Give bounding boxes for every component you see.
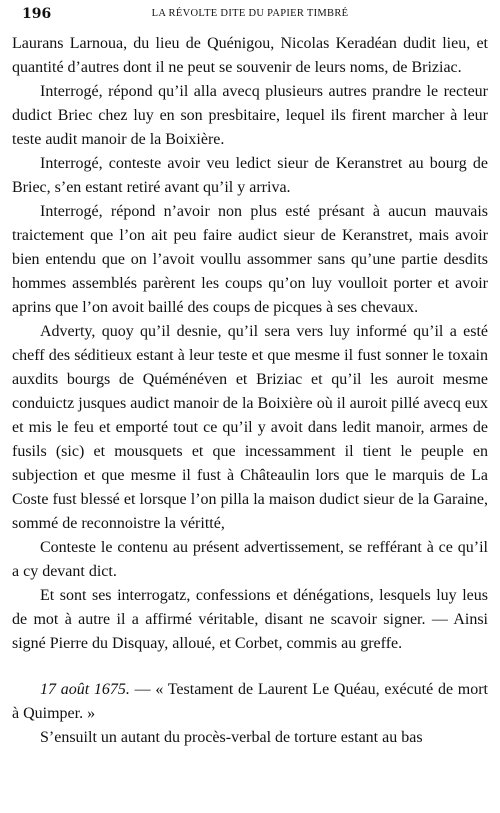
running-head <box>12 6 488 28</box>
paragraph: Et sont ses interrogatz, confessions et dénégations, lesquels luy leus de mot à autre il a affirmé véritable, disant ne scavoir signer. — Ainsi signé Pierre du Disquay, alloué, et Corbet, commis au greffe. <box>12 587 488 652</box>
paragraph: Laurans Larnoua, du lieu de Quénigou, Nicolas Keradéan dudit lieu, et quantité d’autres dont il ne peut se souvenir de leurs noms, de Briziac. <box>12 35 488 76</box>
section-break <box>12 656 488 678</box>
paragraph: Interrogé, répond qu’il alla avecq plusieurs autres prandre le recteur dudict Briec chez luy en son presbitaire, lequel ils firent marcher à leur teste audit manoir de la Boixière. <box>12 83 488 148</box>
paragraph: Adverty, quoy qu’il desnie, qu’il sera vers luy informé qu’il a esté cheff des séditieux estant à leur teste et que mesme il fust sonner le toxain auxdits bourgs de Quéménéven et Briziac et qu’il les auroit mesme conduictz jusques audict manoir de la Boixière où il auroit pillé avecq eux et mis le feu et emporté tout ce qu’il y avoit dans ledit manoir, armes de fusils (sic) et mousquets et que incessamment il tient le peuple en subjection et que mesme il fust à Châteaulin lors que le marquis de La Coste fust blessé et lorsque l’on pilla la maison dudict sieur de la Garaine, sommé de reconnoistre la véritté, <box>12 323 488 532</box>
page-number: 196 <box>22 6 52 22</box>
paragraph: Interrogé, répond n’avoir non plus esté présant à aucun mauvais traictement que l’on ait peu faire audict sieur de Keranstret, mais avoir bien entendu que on l’avoit voullu assommer sans qu’une partie desdits hommes assemblés parèrent les coups qu’on luy voulloit porter et avoir aprins que l’on avoit baillé des coups de picques à ses chevaux. <box>12 203 488 316</box>
entry-title: — « Testament de Laurent Le Quéau, exécuté de mort à Quimper. » <box>12 681 488 722</box>
body-text <box>12 32 488 750</box>
paragraph: Conteste le contenu au présent advertissement, se refférant à ce qu’il a cy devant dict. <box>12 539 488 580</box>
entry-heading <box>12 678 488 726</box>
entry-date: 17 août 1675. <box>40 681 130 698</box>
paragraph: S’ensuilt un autant du procès-verbal de torture estant au bas <box>40 729 423 746</box>
paragraph: Interrogé, conteste avoir veu ledict sieur de Keranstret au bourg de Briec, s’en estant retiré avant qu’il y arriva. <box>12 155 488 196</box>
running-title: LA RÉVOLTE DITE DU PAPIER TIMBRÉ <box>151 8 349 19</box>
